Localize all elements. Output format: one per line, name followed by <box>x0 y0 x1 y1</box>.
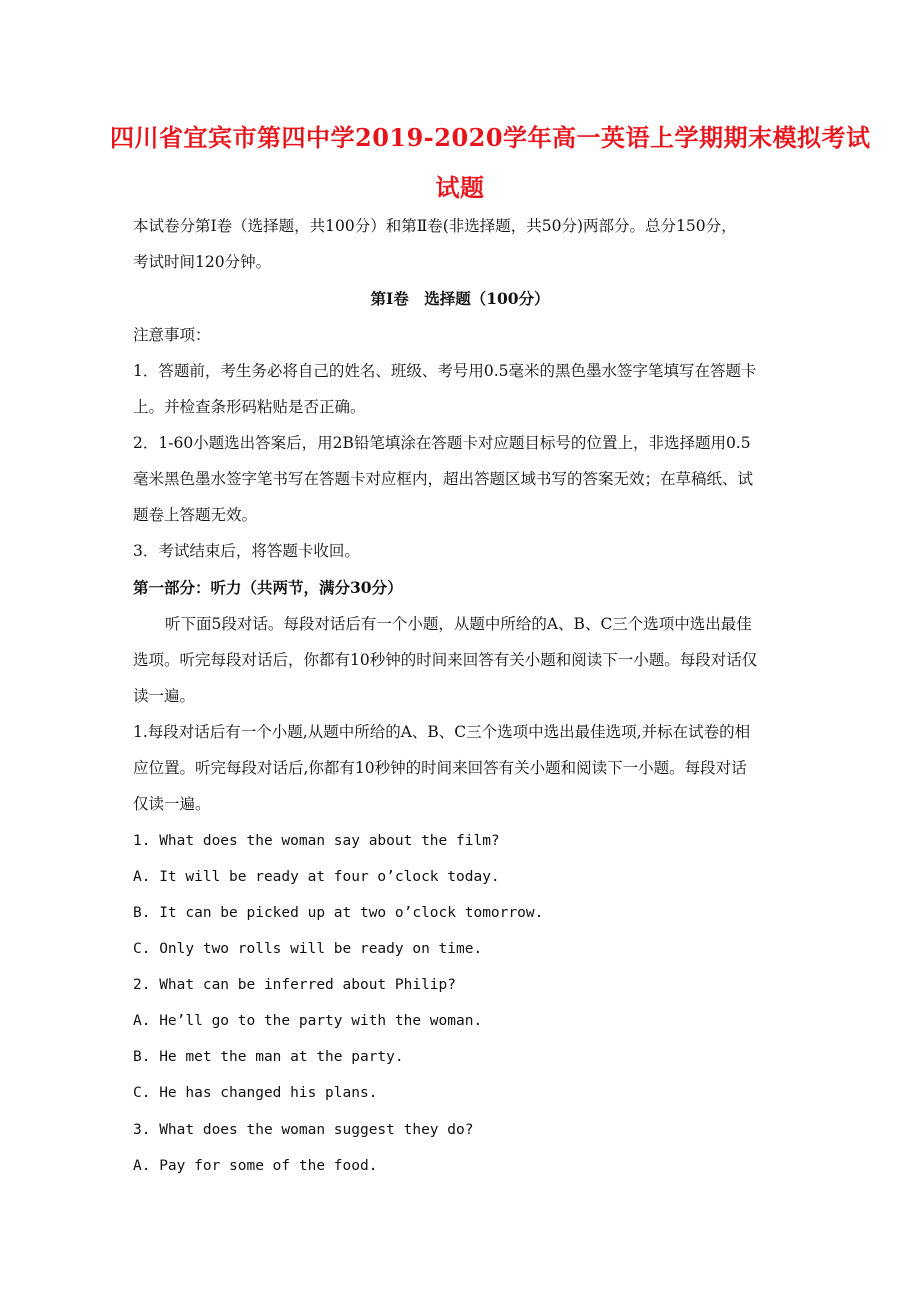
note-1-line-1: 1．答题前，考生务必将自己的姓名、班级、考号用0.5毫米的黑色墨水签字笔填写在答题卡 <box>133 362 757 380</box>
question-2-option-b: B. He met the man at the party. <box>133 1049 404 1065</box>
section-instruction-line-2: 应位置。听完每段对话后,你都有10秒钟的时间来回答有关小题和阅读下一小题。每段对话 <box>133 759 747 777</box>
section-heading: 第Ⅰ卷 选择题（100分） <box>370 289 550 308</box>
document-title-line-2: 试题 <box>435 173 485 202</box>
question-3: 3. What does the woman suggest they do? <box>133 1122 474 1138</box>
note-3: 3．考试结束后，将答题卡收回。 <box>133 542 360 560</box>
part-1-heading: 第一部分：听力（共两节，满分30分） <box>133 578 403 597</box>
question-2-option-c: C. He has changed his plans. <box>133 1085 378 1101</box>
part-1-instruction-line-3: 读一遍。 <box>133 687 196 705</box>
note-2-line-1: 2．1-60小题选出答案后，用2B铅笔填涂在答题卡对应题目标号的位置上，非选择题用0.5 <box>133 434 751 452</box>
note-2-line-2: 毫米黑色墨水签字笔书写在答题卡对应框内，超出答题区域书写的答案无效；在草稿纸、试 <box>133 470 754 488</box>
section-instruction-line-1: 1.每段对话后有一个小题,从题中所给的A、B、C三个选项中选出最佳选项,并标在试卷的相 <box>133 723 751 741</box>
intro-line-2: 考试时间120分钟。 <box>133 253 272 271</box>
document-title-line-1: 四川省宜宾市第四中学2019-2020学年高一英语上学期期末模拟考试 <box>110 123 871 152</box>
part-1-instruction-line-2: 选项。听完每段对话后，你都有10秒钟的时间来回答有关小题和阅读下一小题。每段对话仅 <box>133 651 758 669</box>
question-1-option-a: A. It will be ready at four o’clock today. <box>133 869 500 885</box>
note-2-line-3: 题卷上答题无效。 <box>133 506 258 524</box>
note-1-line-2: 上。并检查条形码粘贴是否正确。 <box>133 398 366 416</box>
question-3-option-a: A. Pay for some of the food. <box>133 1158 378 1174</box>
part-1-instruction-line-1: 听下面5段对话。每段对话后有一个小题，从题中所给的A、B、C三个选项中选出最佳 <box>165 615 752 633</box>
question-1-option-c: C. Only two rolls will be ready on time. <box>133 941 483 957</box>
question-1-option-b: B. It can be picked up at two o’clock tomorrow. <box>133 905 544 921</box>
section-instruction-line-3: 仅读一遍。 <box>133 795 211 813</box>
question-2-option-a: A. He’ll go to the party with the woman. <box>133 1013 483 1029</box>
question-1: 1. What does the woman say about the film? <box>133 833 500 849</box>
intro-line-1: 本试卷分第Ⅰ卷（选择题，共100分）和第Ⅱ卷(非选择题，共50分)两部分。总分150分， <box>133 217 737 235</box>
notes-heading: 注意事项： <box>133 326 211 344</box>
question-2: 2. What can be inferred about Philip? <box>133 977 457 993</box>
